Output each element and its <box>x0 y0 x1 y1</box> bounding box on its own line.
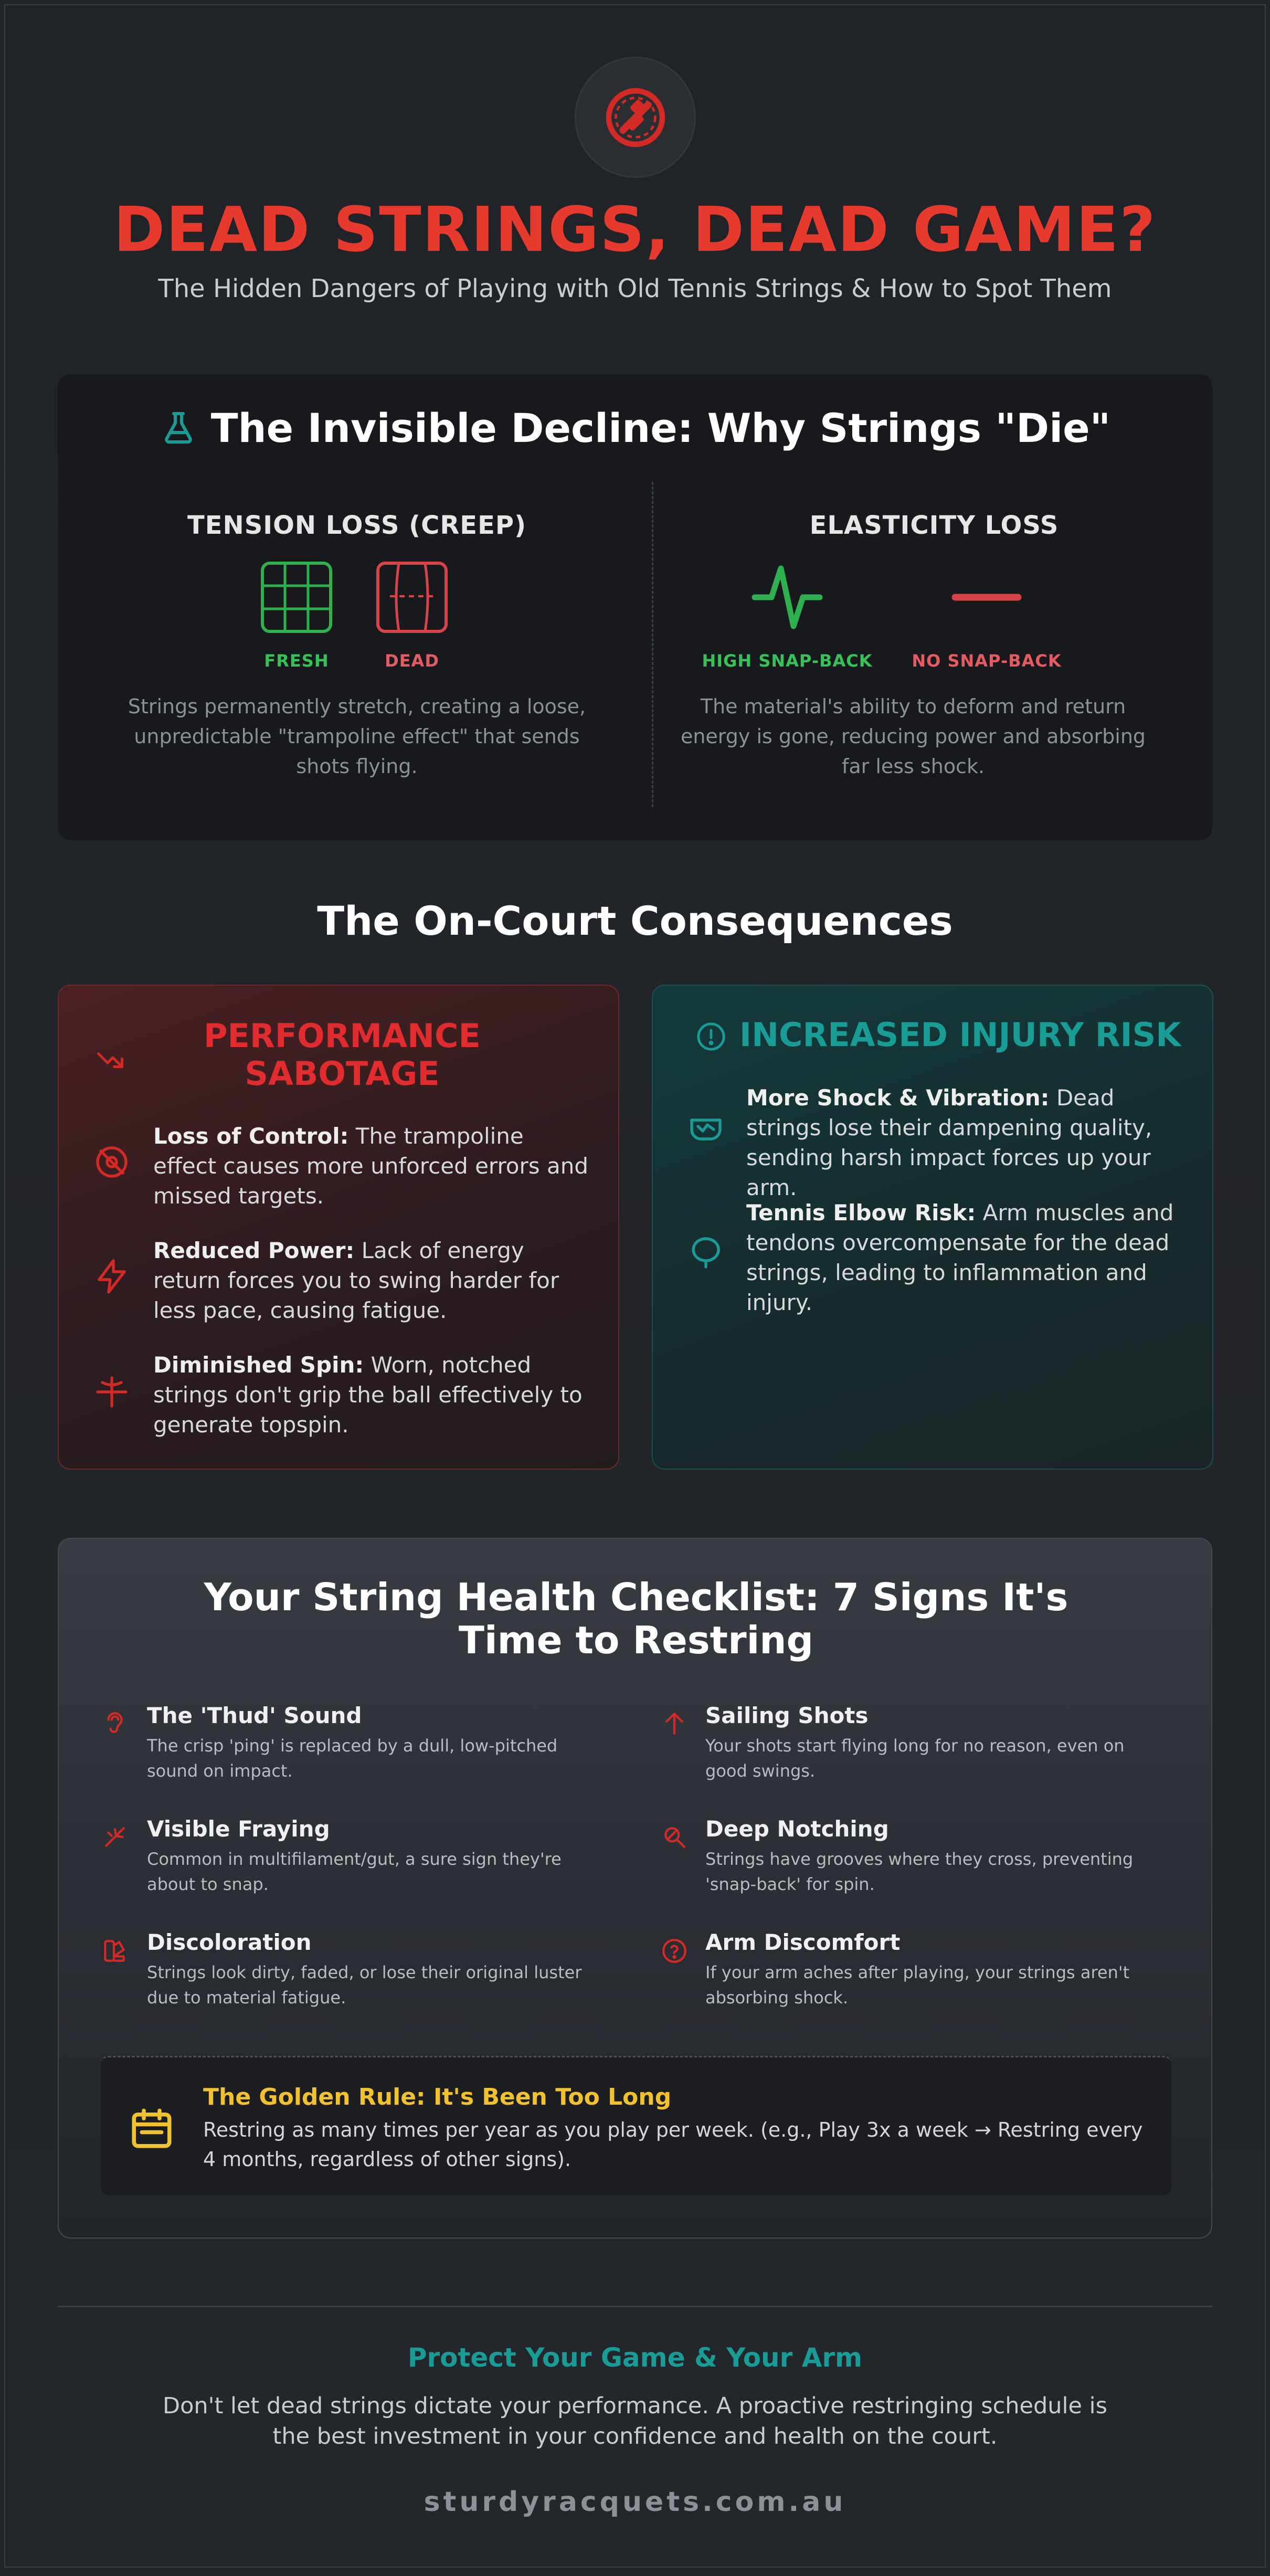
injury-item-shock: More Shock & Vibration: Dead strings lose their dampening quality, sending harsh impact forces up your arm. <box>746 1085 1152 1200</box>
question-icon <box>661 1938 687 1964</box>
footer-divider <box>58 2306 1212 2307</box>
consequences-title: The On-Court Consequences <box>317 898 953 944</box>
tennis-racquet-cross-icon <box>575 57 696 178</box>
spin-icon <box>93 1373 131 1411</box>
page-subtitle: The Hidden Dangers of Playing with Old Tennis Strings & How to Spot Them <box>158 274 1112 303</box>
checklist-item-notching-text: Strings have grooves where they cross, preventing 'snap-back' for spin. <box>705 1849 1134 1894</box>
fray-icon <box>102 1824 128 1850</box>
performance-card <box>58 985 619 1470</box>
injury-card <box>652 985 1213 1470</box>
footer-text: Don't let dead strings dictate your performance. A proactive restringing schedule is the best investment in your confidence and health on the court. <box>163 2393 1107 2450</box>
snap-back-wave-icon <box>750 561 824 634</box>
infographic-page <box>4 4 1266 2568</box>
decline-panel <box>58 374 1212 840</box>
checklist-item-fraying-title: Visible Fraying <box>147 1816 330 1842</box>
arrow-up-icon <box>661 1711 687 1737</box>
checklist-item-arm-title: Arm Discomfort <box>705 1929 901 1955</box>
performance-heading: PERFORMANCE SABOTAGE <box>204 1017 481 1093</box>
checklist-item-notching-title: Deep Notching <box>705 1816 889 1842</box>
decline-title-row <box>58 405 1212 451</box>
injury-item-elbow: Tennis Elbow Risk: Arm muscles and tendons overcompensate for the dead strings, leading to inflammation and injury. <box>746 1200 1174 1315</box>
target-miss-icon <box>93 1143 131 1181</box>
checklist-item-thud-title: The 'Thud' Sound <box>147 1703 362 1728</box>
elbow-icon <box>687 1232 725 1270</box>
decline-title: The Invisible Decline: Why Strings "Die" <box>210 405 1111 451</box>
performance-item-control: Loss of Control: The trampoline effect causes more unforced errors and missed targets. <box>153 1123 589 1209</box>
checklist-item-sailing-title: Sailing Shots <box>705 1703 869 1728</box>
calendar-icon <box>128 2105 175 2152</box>
trend-down-icon <box>94 1044 126 1076</box>
footer-title: Protect Your Game & Your Arm <box>407 2342 863 2373</box>
dead-string-grid-icon <box>375 561 449 634</box>
elasticity-description: The material's ability to deform and return energy is gone, reducing power and absorbing far less shock. <box>680 695 1146 778</box>
checklist-item-discoloration-title: Discoloration <box>147 1929 312 1955</box>
checklist-title: Your String Health Checklist: 7 Signs It's Time to Restring <box>204 1575 1068 1662</box>
performance-item-power: Reduced Power: Lack of energy return forces you to swing harder for less pace, causing fatigue. <box>153 1238 559 1323</box>
flask-icon <box>160 409 197 447</box>
checklist-item-discoloration-text: Strings look dirty, faded, or lose their original luster due to material fatigue. <box>147 1962 582 2008</box>
elasticity-heading: ELASTICITY LOSS <box>809 511 1059 540</box>
checklist-item-fraying-text: Common in multifilament/gut, a sure sign they're about to snap. <box>147 1849 562 1894</box>
checklist-item-sailing-text: Your shots start flying long for no reason, even on good swings. <box>705 1736 1125 1781</box>
checklist-item-thud-text: The crisp 'ping' is replaced by a dull, low-pitched sound on impact. <box>147 1736 558 1781</box>
ear-icon <box>102 1711 128 1737</box>
lightning-icon <box>93 1258 131 1295</box>
checklist-panel <box>58 1538 1212 2239</box>
golden-rule-text: Restring as many times per year as you play per week. (e.g., Play 3x a week → Restring every 4 months, regardless of other signs). <box>203 2118 1143 2171</box>
palette-icon <box>102 1938 128 1964</box>
golden-rule-box <box>101 2056 1171 2195</box>
tension-heading: TENSION LOSS (CREEP) <box>187 511 526 540</box>
flat-line-icon <box>950 561 1023 634</box>
injury-heading: INCREASED INJURY RISK <box>739 1016 1181 1054</box>
dead-label: DEAD <box>385 651 439 671</box>
tension-description: Strings permanently stretch, creating a loose, unpredictable "trampoline effect" that sends shots flying. <box>128 695 586 778</box>
alert-circle-icon <box>696 1021 726 1052</box>
magnifier-icon <box>661 1824 687 1850</box>
fresh-string-grid-icon <box>260 561 333 634</box>
footer-website[interactable]: sturdyracquets.com.au <box>424 2486 846 2518</box>
vibration-icon <box>687 1109 725 1147</box>
column-divider <box>652 482 653 807</box>
page-title: DEAD STRINGS, DEAD GAME? <box>113 193 1157 266</box>
fresh-label: FRESH <box>264 651 329 671</box>
checklist-item-arm-text: If your arm aches after playing, your strings aren't absorbing shock. <box>705 1962 1130 2008</box>
golden-rule-title: The Golden Rule: It's Been Too Long <box>203 2084 672 2110</box>
performance-item-spin: Diminished Spin: Worn, notched strings don't grip the ball effectively to generate topspin. <box>153 1352 583 1438</box>
no-snap-back-label: NO SNAP-BACK <box>912 651 1062 671</box>
high-snap-back-label: HIGH SNAP-BACK <box>702 651 873 671</box>
